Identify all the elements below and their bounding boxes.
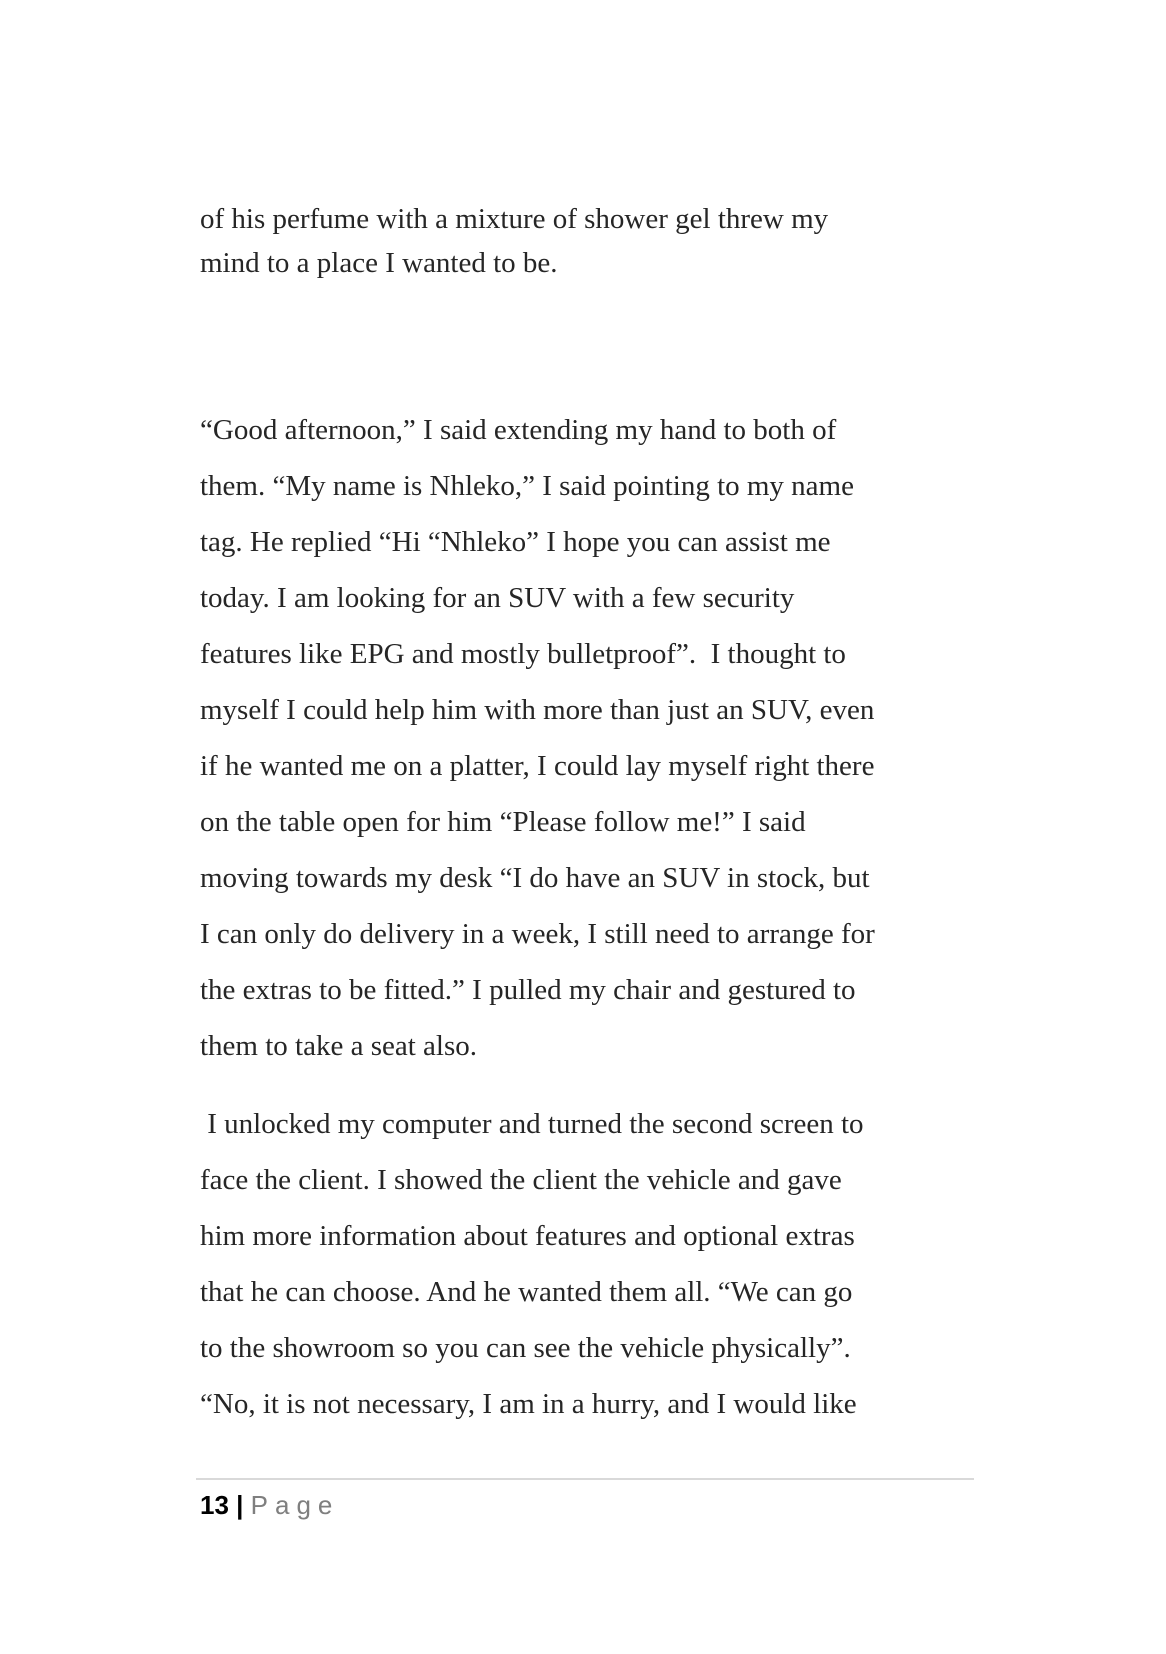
text-line: of his perfume with a mixture of shower gel threw my [200, 203, 829, 235]
text-line: I can only do delivery in a week, I still need to arrange for [200, 918, 875, 950]
text-line: the extras to be fitted.” I pulled my chair and gestured to [200, 974, 856, 1006]
text-line: if he wanted me on a platter, I could lay myself right there [200, 750, 875, 782]
text-line: I unlocked my computer and turned the second screen to [200, 1108, 864, 1140]
text-line: them to take a seat also. [200, 1030, 478, 1062]
text-line: myself I could help him with more than just an SUV, even [200, 694, 875, 726]
text-line: mind to a place I wanted to be. [200, 247, 558, 279]
text-line: them. “My name is Nhleko,” I said pointing to my name [200, 470, 854, 502]
text-line: “Good afternoon,” I said extending my hand to both of [200, 414, 837, 446]
text-line: moving towards my desk “I do have an SUV in stock, but [200, 862, 870, 894]
text-line: him more information about features and optional extras [200, 1220, 855, 1252]
footer-divider [196, 1478, 974, 1480]
text-line: “No, it is not necessary, I am in a hurry, and I would like [200, 1388, 857, 1420]
text-line: to the showroom so you can see the vehicle physically”. [200, 1332, 851, 1364]
page-footer [200, 1490, 339, 1521]
page-number: 13 [200, 1490, 229, 1520]
text-line: face the client. I showed the client the vehicle and gave [200, 1164, 842, 1196]
text-line: tag. He replied “Hi “Nhleko” I hope you can assist me [200, 526, 831, 558]
text-line: that he can choose. And he wanted them all. “We can go [200, 1276, 853, 1308]
text-line: on the table open for him “Please follow me!” I said [200, 806, 806, 838]
text-line: today. I am looking for an SUV with a few security [200, 582, 795, 614]
text-line: features like EPG and mostly bulletproof”. I thought to [200, 638, 846, 670]
footer-separator: | [236, 1490, 244, 1520]
page-label: Page [250, 1490, 340, 1520]
